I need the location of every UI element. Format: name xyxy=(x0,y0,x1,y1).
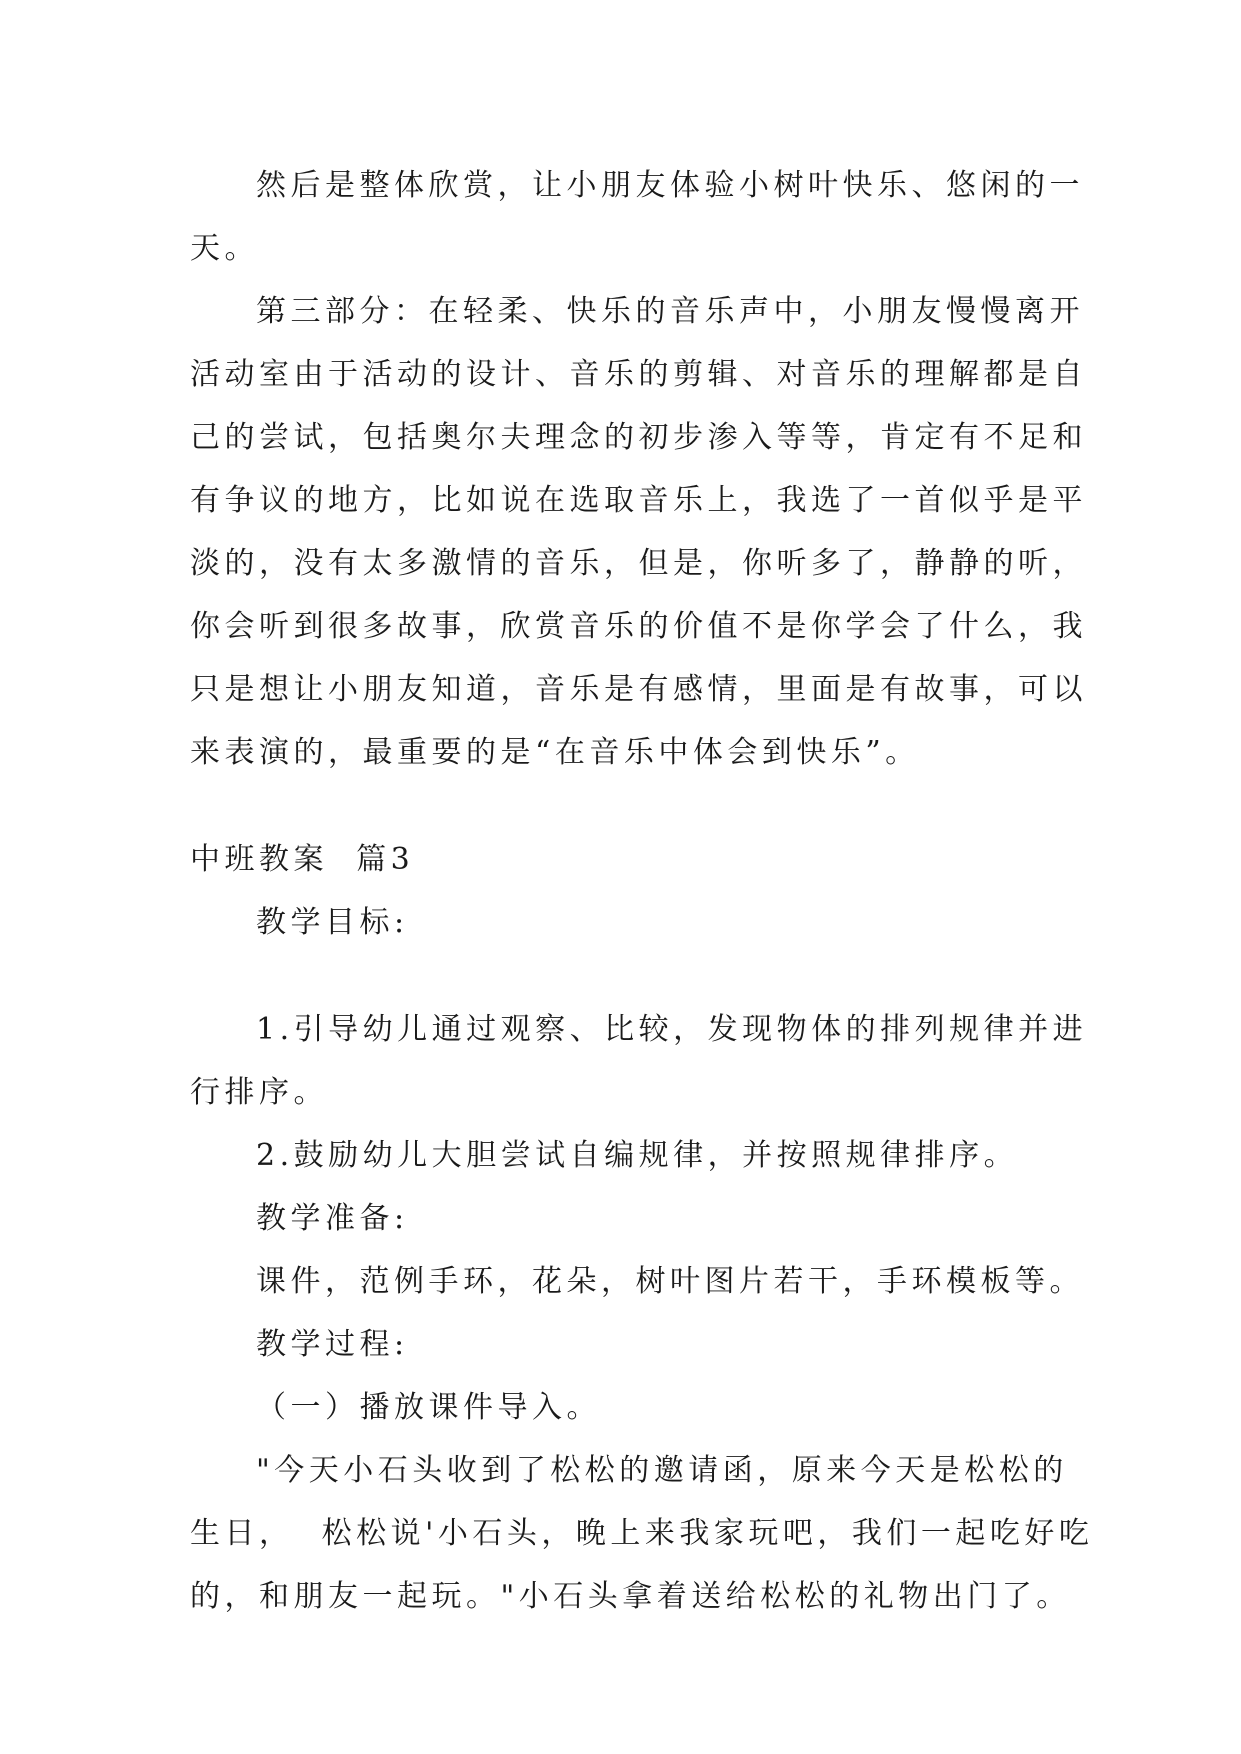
process-step-1: （一）播放课件导入。 xyxy=(256,1390,601,1425)
story-line: "今天小石头收到了松松的邀请函，原来今天是松松的 xyxy=(256,1453,1068,1488)
teaching-goals-heading: 教学目标: xyxy=(256,905,409,940)
process-heading: 教学过程: xyxy=(256,1327,409,1362)
paragraph-line: 然后是整体欣赏，让小朋友体验小树叶快乐、悠闲的一 xyxy=(256,168,1084,203)
paragraph-line: 己的尝试，包括奥尔夫理念的初步渗入等等，肯定有不足和 xyxy=(190,420,1087,455)
goal-item-1-cont: 行排序。 xyxy=(190,1075,328,1110)
paragraph-line: 第三部分：在轻柔、快乐的音乐声中，小朋友慢慢离开 xyxy=(256,294,1084,329)
paragraph-line: 淡的，没有太多激情的音乐，但是，你听多了，静静的听， xyxy=(190,546,1087,581)
paragraph-line: 活动室由于活动的设计、音乐的剪辑、对音乐的理解都是自 xyxy=(190,357,1087,392)
paragraph-line: 有争议的地方，比如说在选取音乐上，我选了一首似乎是平 xyxy=(190,483,1087,518)
goal-item-2: 2.鼓励幼儿大胆尝试自编规律，并按照规律排序。 xyxy=(256,1138,1019,1173)
goal-item-1: 1.引导幼儿通过观察、比较，发现物体的排列规律并进 xyxy=(256,1012,1088,1047)
paragraph-line: 你会听到很多故事，欣赏音乐的价值不是你学会了什么，我 xyxy=(190,609,1087,644)
paragraph-line: 来表演的，最重要的是“在音乐中体会到快乐”。 xyxy=(190,735,920,770)
preparation-heading: 教学准备: xyxy=(256,1201,409,1236)
paragraph-line: 只是想让小朋友知道，音乐是有感情，里面是有故事，可以 xyxy=(190,672,1087,707)
story-line: 的，和朋友一起玩。"小石头拿着送给松松的礼物出门了。 xyxy=(190,1579,1071,1614)
preparation-text: 课件，范例手环，花朵，树叶图片若干，手环模板等。 xyxy=(256,1264,1084,1299)
story-line: 生日， 松松说'小石头，晚上来我家玩吧，我们一起吃好吃 xyxy=(190,1516,1094,1551)
section-title: 中班教案 篇3 xyxy=(190,842,415,877)
paragraph-line: 天。 xyxy=(190,231,259,266)
